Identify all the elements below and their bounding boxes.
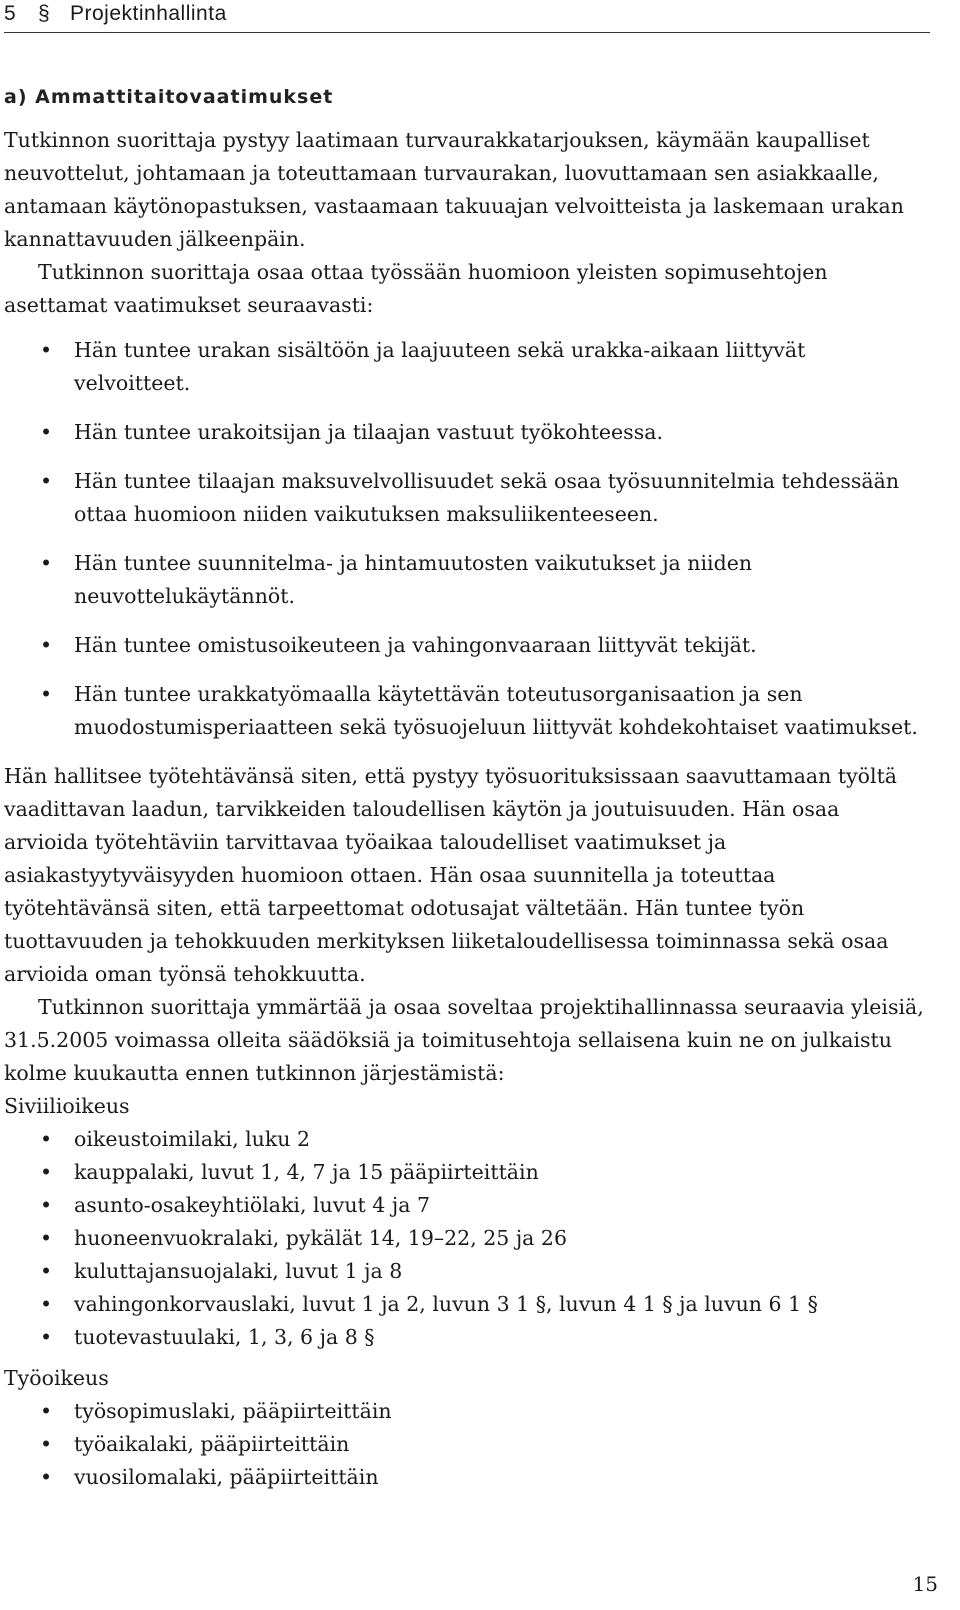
running-header (4, 0, 930, 33)
list-item: • asunto-osakeyhtiölaki, luvut 4 ja 7 (4, 1189, 924, 1222)
list-item: • kuluttajansuojalaki, luvut 1 ja 8 (4, 1255, 924, 1288)
laws-lead-paragraph: Tutkinnon suorittaja ymmärtää ja osaa soveltaa projektihallinnassa seuraavia yleisiä, 31.5.2005 voimassa olleita säädöksiä ja toimitusehtoja sellaisena kuin ne on julkaistu kolme kuukautta ennen tutkinnon järjestämistä: (4, 995, 924, 1085)
intro-paragraph: Tutkinnon suorittaja pystyy laatimaan turvaurakkatarjouksen, käymään kaupalliset neuvottelut, johtamaan ja toteuttamaan turvaurakan, luovuttamaan sen asiakkaalle, antamaan käytönopastuksen, vastaamaan takuuajan velvoitteista ja laskemaan urakan kannattavuuden jälkeenpäin. (4, 128, 904, 251)
list-item: • Hän tuntee tilaajan maksuvelvollisuudet sekä osaa työsuunnitelmia tehdessään ottaa huomioon niiden vaikutuksen maksuliikenteeseen. (4, 465, 924, 531)
body-text (4, 124, 924, 1502)
page-number: 15 (912, 1572, 938, 1596)
list-item: • työaikalaki, pääpiirteittäin (4, 1428, 924, 1461)
list-item: • Hän tuntee omistusoikeuteen ja vahingonvaaraan liittyvät tekijät. (4, 629, 924, 662)
list-item: • Hän tuntee suunnitelma- ja hintamuutosten vaikutukset ja niiden neuvottelukäytännöt. (4, 547, 924, 613)
list-item: • Hän tuntee urakan sisältöön ja laajuuteen sekä urakka-aikaan liittyvät velvoitteet. (4, 334, 924, 400)
lead-paragraph: Tutkinnon suorittaja osaa ottaa työssään huomioon yleisten sopimusehtojen asettamat vaatimukset seuraavasti: (4, 260, 828, 317)
list-item: • tuotevastuulaki, 1, 3, 6 ja 8 § (4, 1321, 924, 1354)
civil-law-heading: Siviilioikeus (4, 1094, 130, 1118)
labour-law-heading: Työoikeus (4, 1366, 109, 1390)
list-item: • huoneenvuokralaki, pykälät 14, 19–22, 25 ja 26 (4, 1222, 924, 1255)
list-item: • oikeustoimilaki, luku 2 (4, 1123, 924, 1156)
list-item: • kauppalaki, luvut 1, 4, 7 ja 15 pääpiirteittäin (4, 1156, 924, 1189)
management-paragraph: Hän hallitsee työtehtävänsä siten, että pystyy työsuorituksissaan saavuttamaan työltä vaadittavan laadun, tarvikkeiden taloudellisen käytön ja joutuisuuden. Hän osaa arvioida työtehtäviin tarvittavaa työaikaa taloudelliset vaatimukset ja asiakastyytyväisyyden huomioon ottaen. Hän osaa suunnitella ja toteuttaa työtehtävänsä siten, että tarpeettomat odotusajat vältetään. Hän tuntee työn tuottavuuden ja tehokkuuden merkityksen liiketaloudellisessa toiminnassa sekä osaa arvioida oman työnsä tehokkuutta. (4, 764, 898, 986)
list-item: • Hän tuntee urakkatyömaalla käytettävän toteutusorganisaation ja sen muodostumisperiaatteen sekä työsuojeluun liittyvät kohdekohtaiset vaatimukset. (4, 678, 924, 744)
labour-law-list (4, 1395, 924, 1494)
section-symbol: § (38, 2, 51, 25)
civil-law-list (4, 1123, 924, 1354)
list-item: • Hän tuntee urakoitsijan ja tilaajan vastuut työkohteessa. (4, 416, 924, 449)
section-title: a) Ammattitaitovaatimukset (4, 86, 334, 108)
list-item: • työsopimuslaki, pääpiirteittäin (4, 1395, 924, 1428)
chapter-title: Projektinhallinta (70, 2, 227, 25)
requirements-list (4, 334, 924, 744)
list-item: • vahingonkorvauslaki, luvut 1 ja 2, luvun 3 1 §, luvun 4 1 § ja luvun 6 1 § (4, 1288, 924, 1321)
list-item: • vuosilomalaki, pääpiirteittäin (4, 1461, 924, 1494)
chapter-number: 5 (4, 2, 17, 25)
